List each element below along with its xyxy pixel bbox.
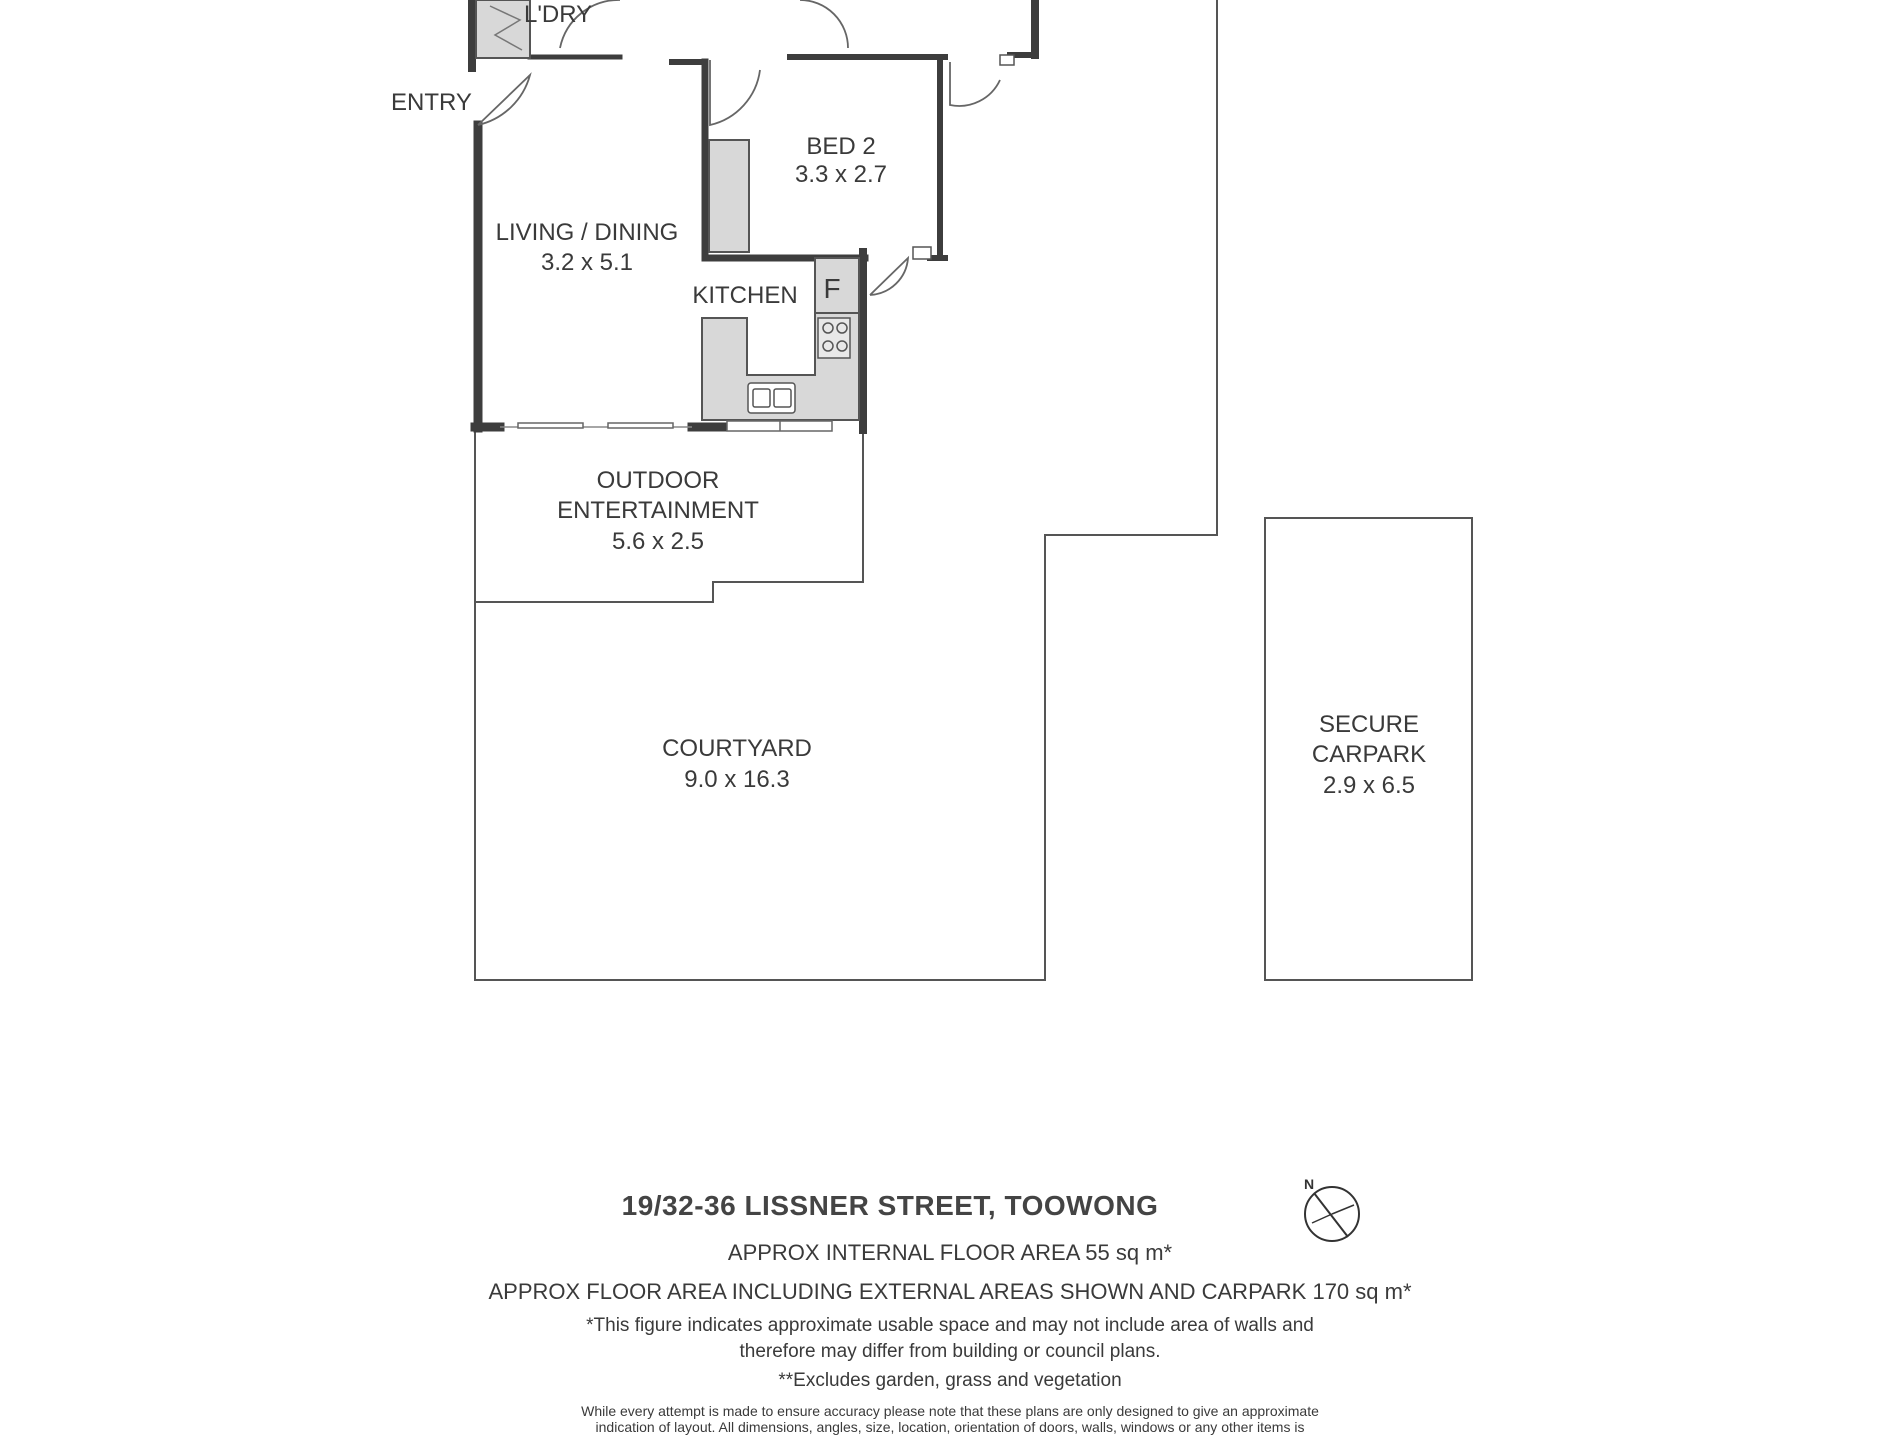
carpark-size: 2.9 x 6.5 xyxy=(1322,772,1416,799)
courtyard-label: COURTYARD xyxy=(662,735,812,762)
door-handle-2 xyxy=(913,247,931,259)
door-handle-1 xyxy=(1000,55,1014,65)
wardrobe xyxy=(709,140,749,252)
disclaimer-line1: While every attempt is made to ensure accuracy please note that these plans are only designed to give an approximate xyxy=(581,1403,1319,1419)
outdoor-label-2: ENTERTAINMENT xyxy=(557,497,759,524)
compass-north-label: N xyxy=(1304,1176,1315,1192)
note2: **Excludes garden, grass and vegetation xyxy=(778,1370,1122,1391)
fridge-label: F xyxy=(823,273,841,304)
north-compass-icon xyxy=(1298,1175,1366,1245)
kitchen-label: KITCHEN xyxy=(692,282,798,309)
bed2-label: BED 2 xyxy=(806,133,876,160)
laundry-label: L'DRY xyxy=(524,1,593,28)
note1-line2: therefore may differ from building or council plans. xyxy=(739,1341,1161,1362)
internal-area: APPROX INTERNAL FLOOR AREA 55 sq m* xyxy=(727,1240,1173,1265)
disclaimer-line2: indication of layout. All dimensions, angles, size, location, orientation of doors, walls, windows or any other items is xyxy=(595,1419,1305,1435)
note1-line1: *This figure indicates approximate usable space and may not include area of walls and xyxy=(586,1315,1314,1336)
sliding-doors xyxy=(500,421,832,431)
cooktop-icon xyxy=(818,318,850,358)
sink-icon xyxy=(748,383,795,413)
carpark-label-1: SECURE xyxy=(1318,711,1420,738)
outdoor-size: 5.6 x 2.5 xyxy=(611,528,705,555)
bed2-size: 3.3 x 2.7 xyxy=(794,161,888,188)
courtyard-size: 9.0 x 16.3 xyxy=(684,766,790,793)
entry-label: ENTRY xyxy=(391,89,472,116)
carpark-label-2: CARPARK xyxy=(1311,741,1427,768)
living-size: 3.2 x 5.1 xyxy=(540,249,634,276)
living-label: LIVING / DINING xyxy=(495,219,679,246)
total-area: APPROX FLOOR AREA INCLUDING EXTERNAL AREAS SHOWN AND CARPARK 170 sq m* xyxy=(488,1279,1412,1304)
outdoor-label-1: OUTDOOR xyxy=(596,467,720,494)
address-title: 19/32-36 LISSNER STREET, TOOWONG xyxy=(621,1190,1159,1221)
